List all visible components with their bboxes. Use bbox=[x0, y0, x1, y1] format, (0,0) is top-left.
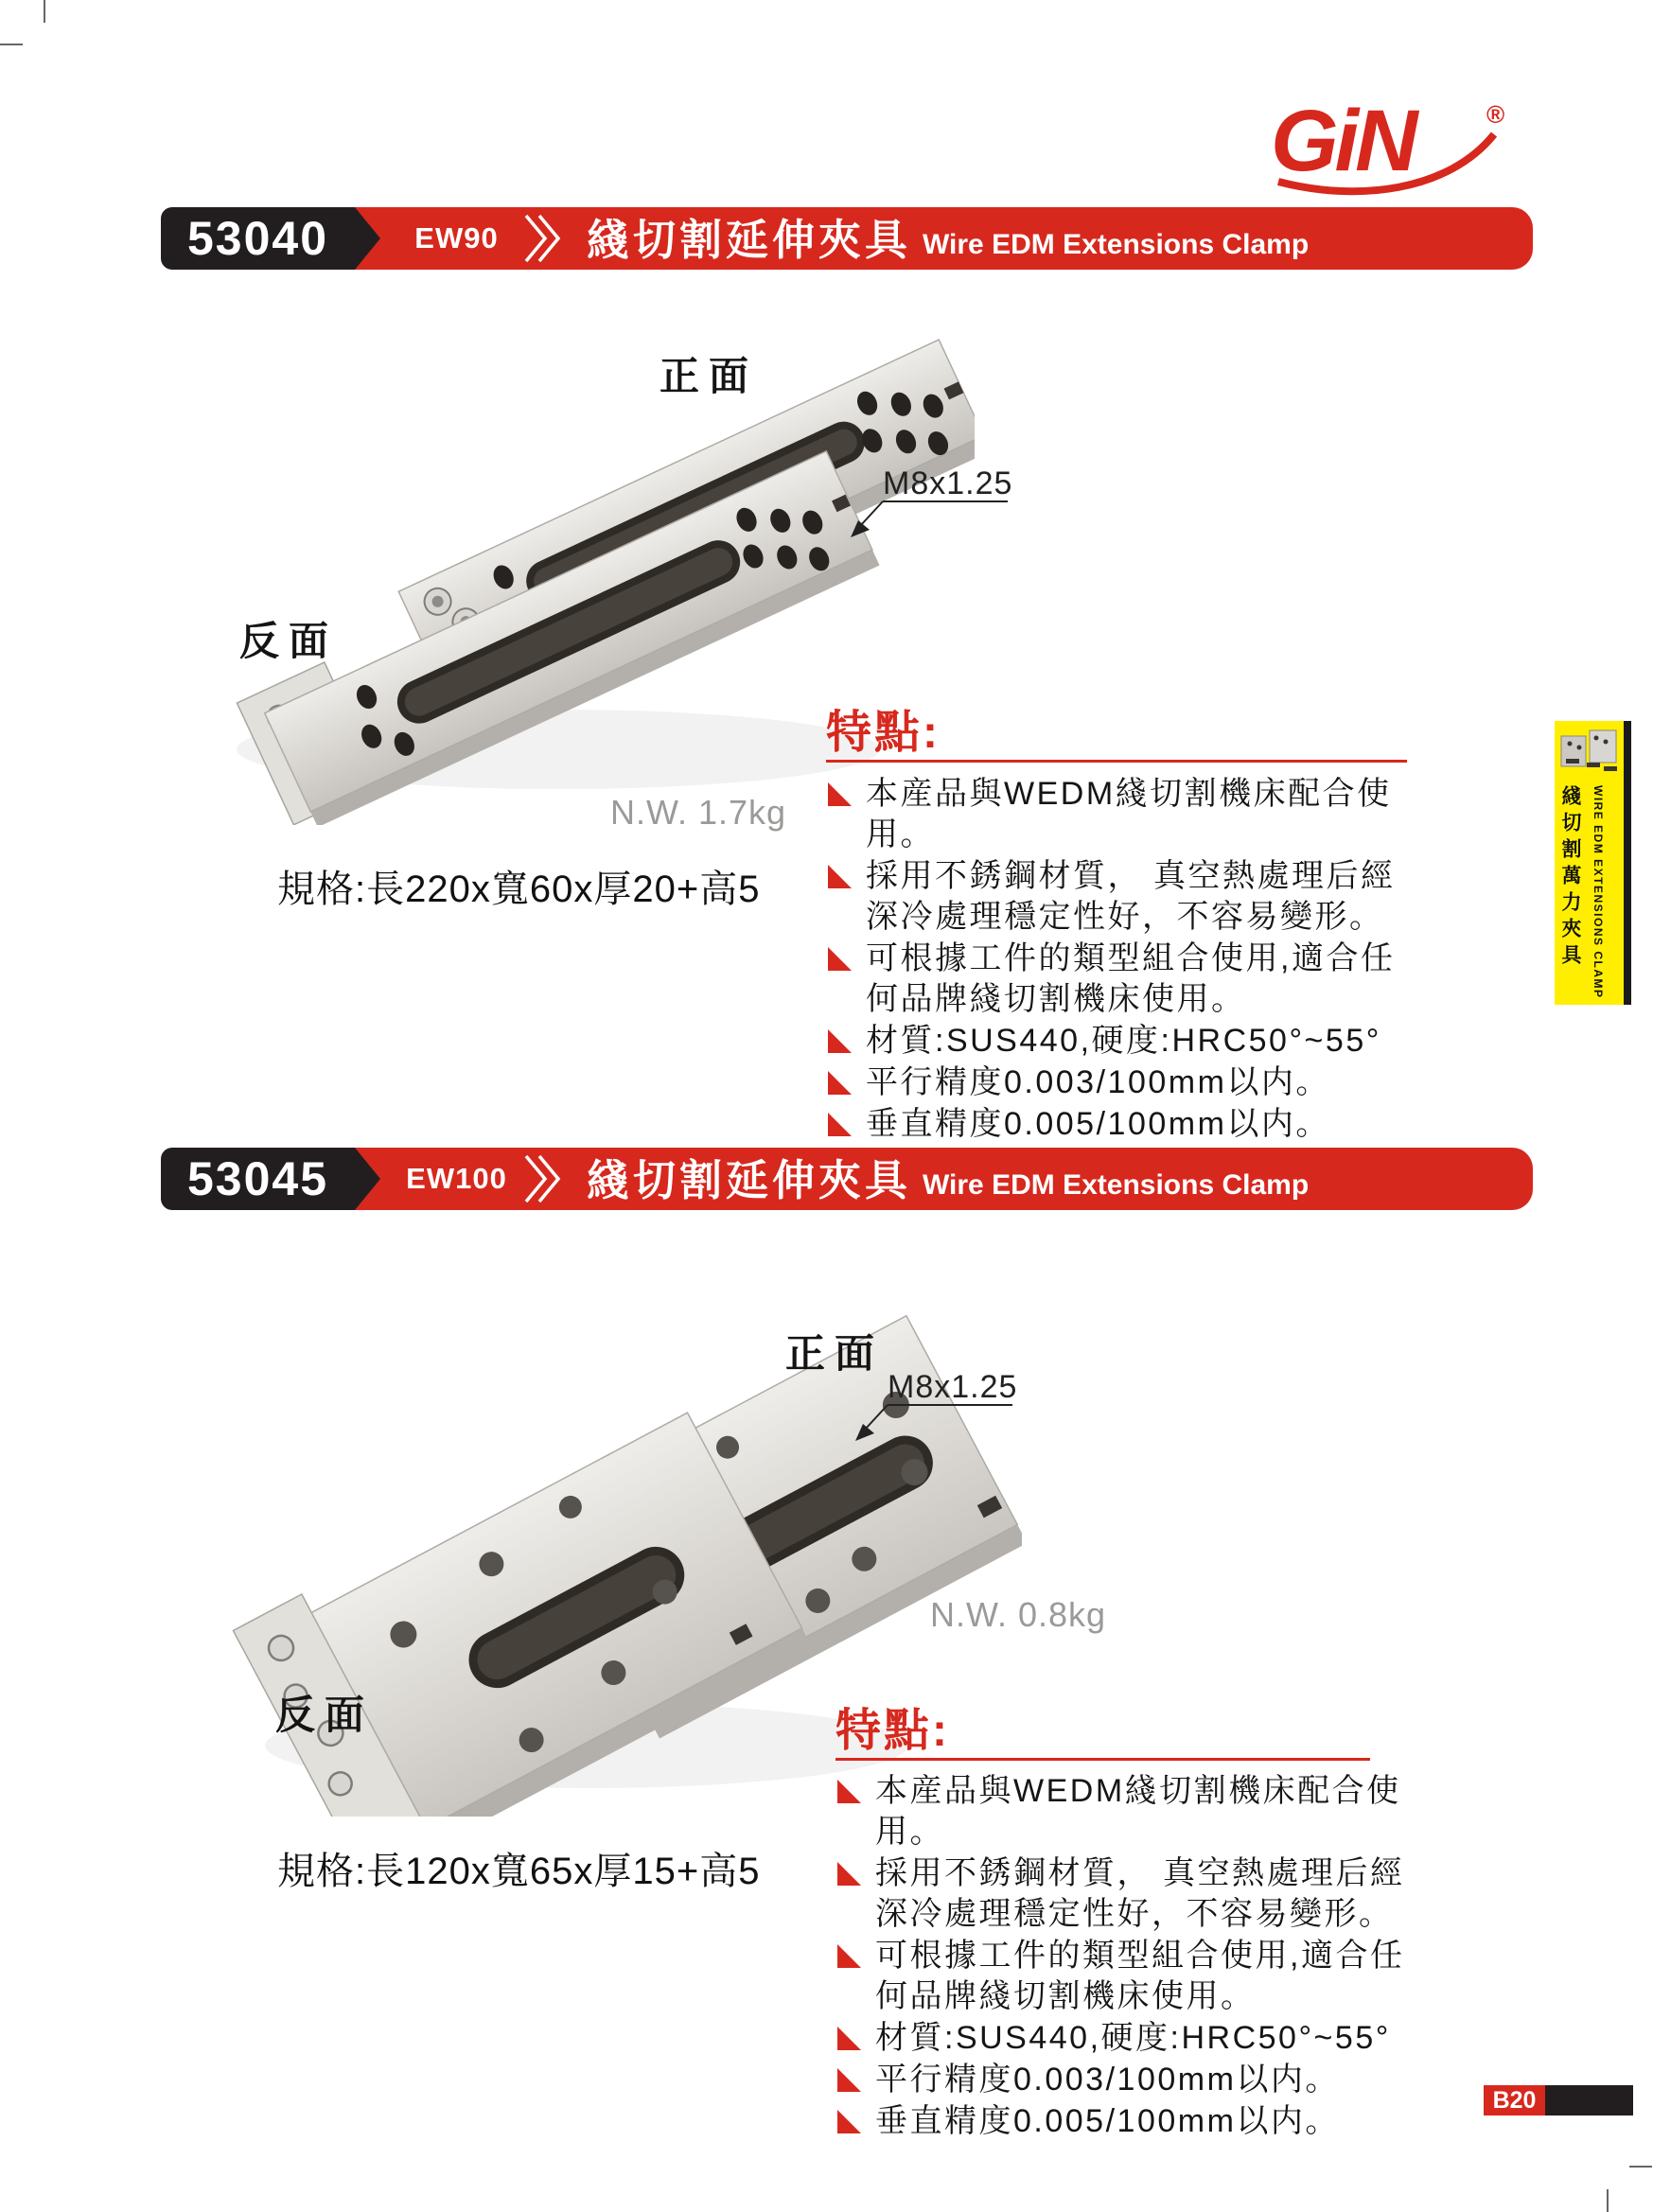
section2-features-rule bbox=[835, 1758, 1370, 1761]
feature-text: 材質:SUS440,硬度:HRC50°~55° bbox=[875, 2020, 1391, 2056]
feature-text: 平行精度0.003/100mm以内。 bbox=[875, 2062, 1340, 2098]
page-number-badge-bar bbox=[1545, 2085, 1633, 2115]
feature-item bbox=[837, 2060, 1429, 2100]
product1-thread-callout-label: M8x1.25 bbox=[883, 465, 1013, 501]
product1-spec: 規格:長220x寬60x厚20+高5 bbox=[277, 869, 761, 910]
triangle-bullet-icon bbox=[828, 782, 852, 806]
product2-thread-callout-leader bbox=[850, 1399, 1015, 1447]
feature-item bbox=[837, 1771, 1429, 1852]
feature-text: 可根據工件的類型組合使用,適合任何品牌綫切割機床使用。 bbox=[875, 1938, 1405, 2014]
section2-title-en: Wire EDM Extensions Clamp bbox=[923, 1169, 1310, 1201]
product2-back-label: 反面 bbox=[275, 1693, 375, 1737]
section1-product-code: EW90 bbox=[414, 221, 499, 255]
section1-model-number: 53040 bbox=[161, 207, 355, 270]
brand-logo bbox=[1263, 87, 1528, 201]
section2-features-heading: 特點: bbox=[835, 1706, 950, 1756]
section2-product-code: EW100 bbox=[406, 1162, 507, 1195]
feature-item bbox=[828, 1062, 1419, 1103]
crop-mark-top-left-v bbox=[44, 0, 45, 23]
feature-text: 垂直精度0.005/100mm以内。 bbox=[875, 2103, 1340, 2139]
triangle-bullet-icon bbox=[828, 1113, 852, 1136]
section1-title-zh: 綫切割延伸夾具 bbox=[587, 216, 912, 264]
feature-text: 採用不銹鋼材質， 真空熱處理后經深冷處理穩定性好，不容易變形。 bbox=[866, 858, 1396, 935]
feature-item bbox=[828, 1021, 1419, 1062]
triangle-bullet-icon bbox=[837, 2110, 861, 2133]
feature-item bbox=[837, 2018, 1429, 2059]
side-tab-title-zh: 綫切割萬力夾具 bbox=[1559, 785, 1581, 971]
triangle-bullet-icon bbox=[828, 865, 852, 888]
product2-spec: 規格:長120x寬65x厚15+高5 bbox=[277, 1851, 761, 1892]
triangle-bullet-icon bbox=[837, 1944, 861, 1968]
product2-front-label: 正面 bbox=[785, 1331, 885, 1376]
feature-item bbox=[837, 1853, 1429, 1935]
feature-text: 本産品與WEDM綫切割機床配合使用。 bbox=[866, 776, 1392, 852]
section2-banner bbox=[161, 1148, 1533, 1210]
product1-front-label: 正面 bbox=[659, 354, 759, 398]
feature-item bbox=[828, 856, 1419, 938]
feature-item bbox=[828, 1104, 1419, 1145]
feature-item bbox=[837, 1936, 1429, 2017]
side-tab-title-en: WIRE EDM EXTENSIONS CLAMP bbox=[1591, 785, 1605, 999]
section2-title-zh: 綫切割延伸夾具 bbox=[587, 1156, 912, 1204]
product1-back-label: 反面 bbox=[239, 619, 339, 663]
feature-item bbox=[828, 774, 1419, 855]
section1-features-rule bbox=[826, 760, 1407, 763]
section2-model-number: 53045 bbox=[161, 1148, 355, 1210]
feature-item bbox=[828, 939, 1419, 1020]
brand-logo-graphic bbox=[1263, 87, 1528, 201]
section1-banner bbox=[161, 207, 1533, 270]
crop-mark-bottom-right-v bbox=[1607, 2189, 1609, 2212]
product2-weight: N.W. 0.8kg bbox=[930, 1595, 1107, 1634]
triangle-bullet-icon bbox=[837, 1780, 861, 1803]
feature-text: 本産品與WEDM綫切割機床配合使用。 bbox=[875, 1773, 1401, 1850]
brand-logo-registered: ® bbox=[1486, 100, 1505, 129]
section1-features-list bbox=[828, 774, 1419, 1146]
product2-thread-callout-label: M8x1.25 bbox=[888, 1369, 1018, 1405]
feature-text: 可根據工件的類型組合使用,適合任何品牌綫切割機床使用。 bbox=[866, 940, 1396, 1017]
triangle-bullet-icon bbox=[837, 2068, 861, 2092]
feature-item bbox=[837, 2101, 1429, 2142]
feature-text: 垂直精度0.005/100mm以内。 bbox=[866, 1106, 1330, 1142]
triangle-bullet-icon bbox=[828, 1071, 852, 1095]
triangle-bullet-icon bbox=[828, 947, 852, 971]
feature-text: 採用不銹鋼材質， 真空熱處理后經深冷處理穩定性好，不容易變形。 bbox=[875, 1855, 1405, 1932]
feature-text: 材質:SUS440,硬度:HRC50°~55° bbox=[866, 1023, 1381, 1059]
triangle-bullet-icon bbox=[828, 1029, 852, 1053]
chevron-divider-icon bbox=[522, 1154, 562, 1203]
triangle-bullet-icon bbox=[837, 2027, 861, 2050]
crop-mark-bottom-right-h bbox=[1629, 2166, 1652, 2168]
brand-logo-text: GiN bbox=[1271, 93, 1415, 189]
chevron-divider-icon bbox=[522, 214, 562, 263]
section1-title-en: Wire EDM Extensions Clamp bbox=[923, 229, 1310, 260]
product1-thread-callout-leader bbox=[845, 496, 1011, 543]
feature-text: 平行精度0.003/100mm以内。 bbox=[866, 1064, 1330, 1100]
side-index-tab-edge bbox=[1624, 721, 1631, 1005]
triangle-bullet-icon bbox=[837, 1862, 861, 1886]
crop-mark-top-left-h bbox=[0, 44, 23, 45]
page-number-badge: B20 bbox=[1484, 2085, 1545, 2115]
section2-features-list bbox=[837, 1771, 1429, 2143]
side-tab-thumbnail bbox=[1558, 725, 1621, 778]
section1-features-heading: 特點: bbox=[826, 708, 941, 758]
product1-weight: N.W. 1.7kg bbox=[610, 793, 787, 832]
